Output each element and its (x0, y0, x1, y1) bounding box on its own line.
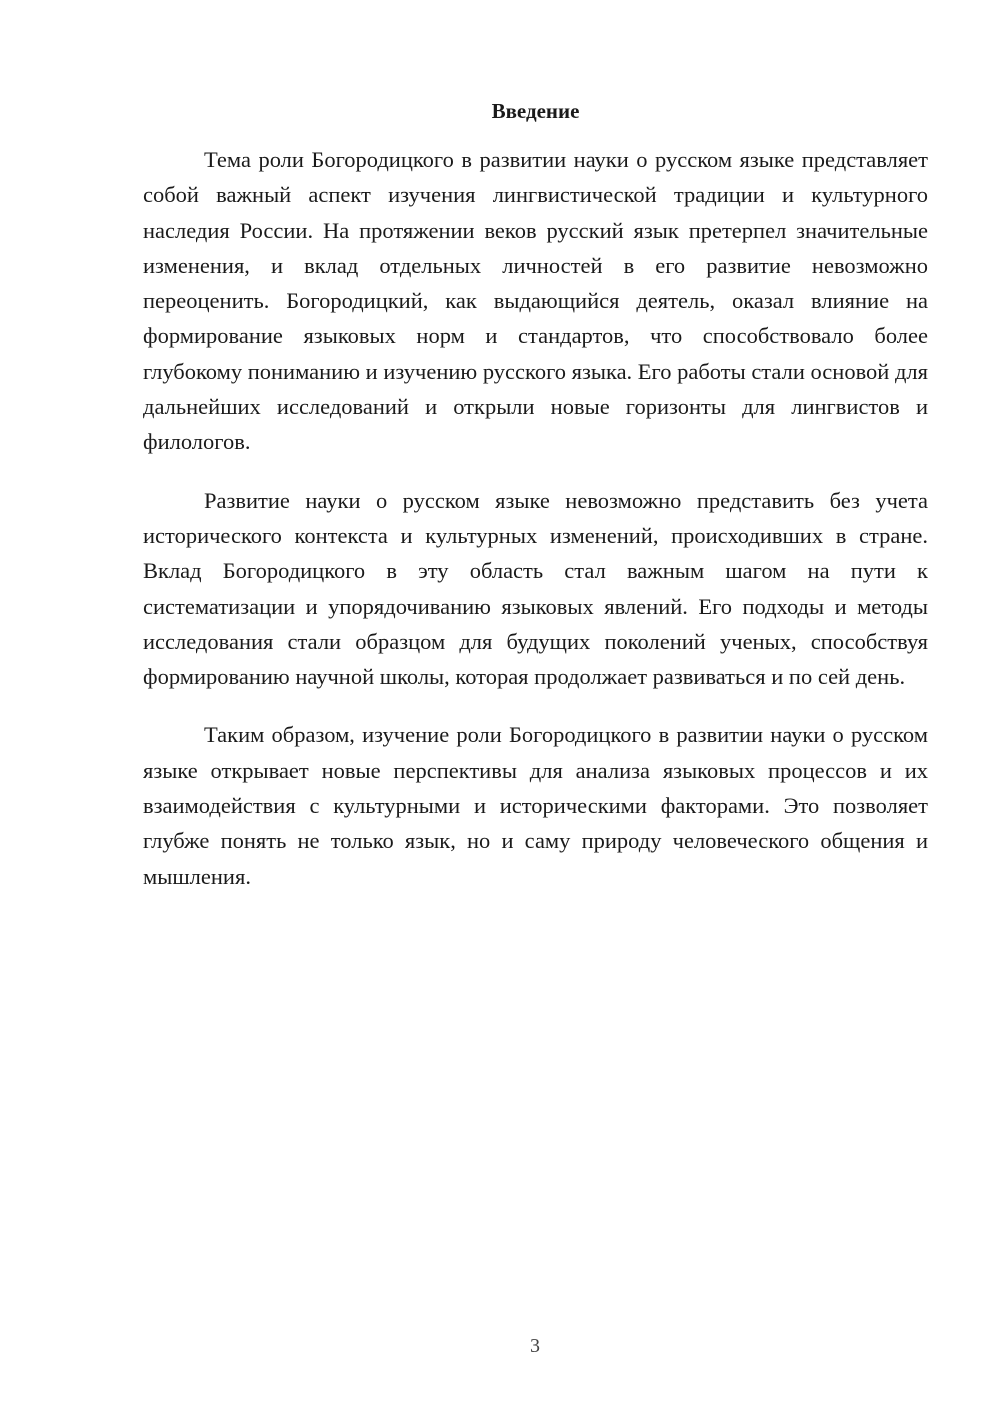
paragraph-3: Таким образом, изучение роли Богородицкого в развитии науки о русском языке открывает новые перспективы для анализа языковых процессов и их взаимодействия с культурными и историческими факторами. Это позволяет глубже понять не только язык, но и саму природу человеческого общения и мышления. (143, 722, 928, 889)
body-text (143, 142, 928, 917)
paragraph-1: Тема роли Богородицкого в развитии науки о русском языке представляет собой важный аспект изучения лингвистической традиции и культурного наследия России. На протяжении веков русский язык претерпел значительные изменения, и вклад отдельных личностей в его развитие невозможно переоценить. Богородицкий, как выдающийся деятель, оказал влияние на формирование языковых норм и стандартов, что способствовало более глубокому пониманию и изучению русского языка. Его работы стали основой для дальнейших исследований и открыли новые горизонты для лингвистов и филологов. (143, 147, 928, 455)
paragraph-2: Развитие науки о русском языке невозможно представить без учета исторического контекста и культурных изменений, происходивших в стране. Вклад Богородицкого в эту область стал важным шагом на пути к систематизации и упорядочиванию языковых явлений. Его подходы и методы исследования стали образцом для будущих поколений ученых, способствуя формированию научной школы, которая продолжает развиваться и по сей день. (143, 487, 928, 690)
section-title: Введение (491, 99, 580, 123)
page-number: 3 (530, 1335, 540, 1357)
